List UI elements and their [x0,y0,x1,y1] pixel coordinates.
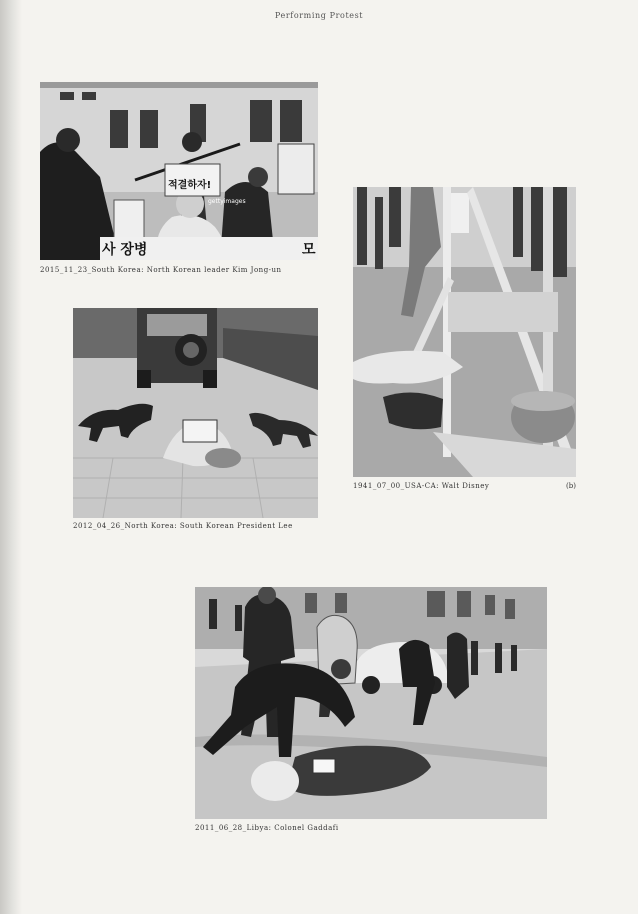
banner-text: 사 장병 [102,242,148,258]
photo-libya-gaddafi [195,587,547,819]
caption-korea-lee: 2012_04_26_North Korea: South Korean President Lee [73,522,293,530]
getty-watermark: gettyimages [208,198,246,205]
caption-korea-kim: 2015_11_23_South Korea: North Korean leader Kim Jong-un [40,266,282,274]
photo-korea-lee [73,308,318,518]
photo-walt-disney [353,187,576,477]
caption-libya-gaddafi: 2011_06_28_Libya: Colonel Gaddafi [195,824,339,832]
photo-korea-kim [40,82,318,260]
running-head: Performing Protest [274,11,364,20]
caption-walt-disney: 1941_07_00_USA-CA: Walt Disney [353,482,490,490]
plate-label: (b) [566,482,576,490]
banner-text-right: 모 [302,242,316,258]
protest-sign-text: 적결하자! [168,180,212,191]
book-spine-shadow [0,0,22,914]
